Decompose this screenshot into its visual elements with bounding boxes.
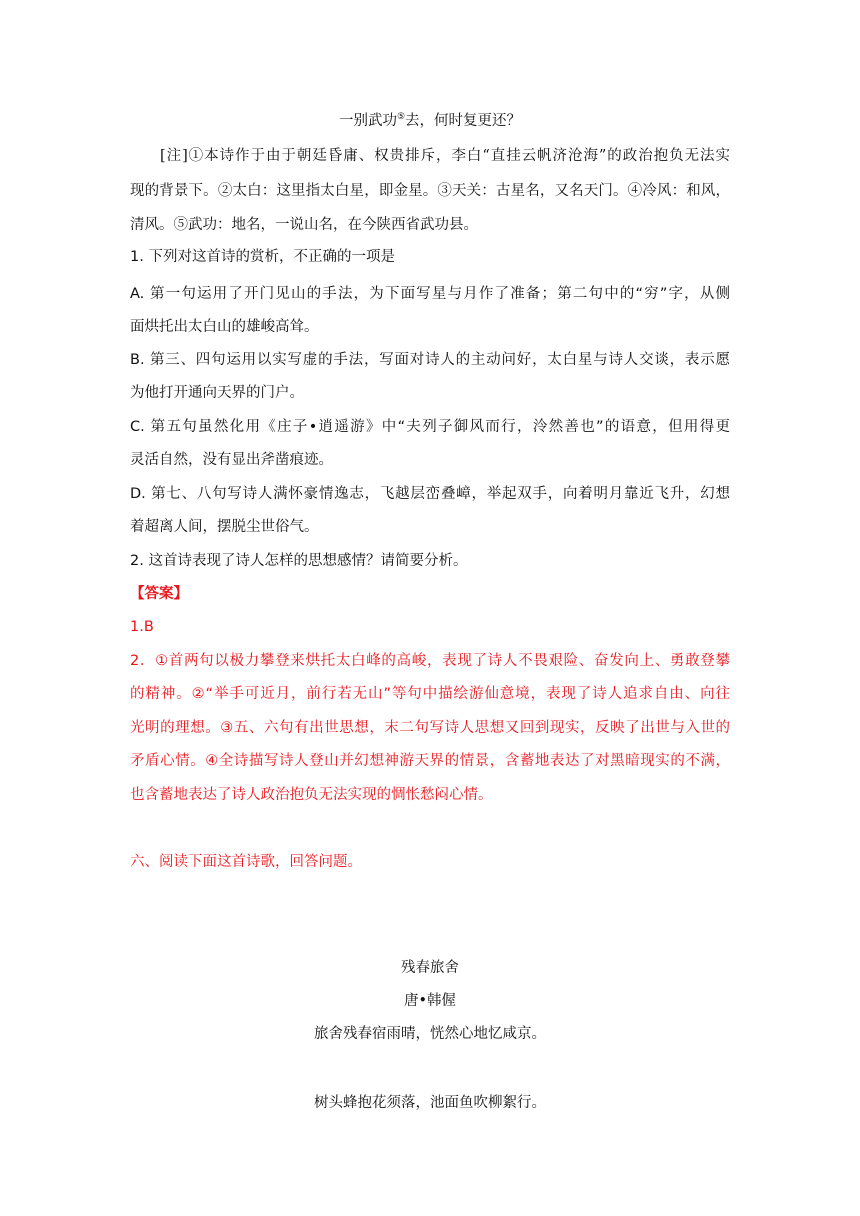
option-d-cont: 着超离人间，摆脱尘世俗气。 [130,519,319,535]
option-d: D. 第七、八句写诗人满怀豪情逸志，飞越层峦叠嶂，举起双手，向着明月靠近飞升，幻想 [130,486,730,502]
poem-line: 树头蜂抱花须落，池面鱼吹柳絮行。 [314,1095,546,1111]
option-b-cont: 为他打开通向天界的门户。 [130,385,304,401]
poem-line [130,111,730,131]
option-a-cont: 面烘托出太白山的雄峻高耸。 [130,319,319,335]
poem-text: 一别武功 [338,113,397,129]
notes-line: [注]①本诗作于由于朝廷昏庸、权贵排斥，李白“直挂云帆济沧海”的政治抱负无法实 [160,148,730,164]
answer-header: 【答案】 [130,586,188,602]
answer-2-line: 矛盾心情。④全诗描写诗人登山并幻想神游天界的情景，含蓄地表达了对黑暗现实的不满， [130,753,730,769]
option-c-cont: 灵活自然，没有显出斧凿痕迹。 [130,452,333,468]
answer-1: 1.B [130,619,154,635]
option-b: B. 第三、四句运用以实写虚的手法，写面对诗人的主动问好，太白星与诗人交谈，表示愿 [130,352,730,368]
option-a: A. 第一句运用了开门见山的手法，为下面写星与月作了准备；第二句中的“穷”字，从侧 [130,286,730,302]
poem-text: 去，何时复更还？ [405,113,522,129]
option-c: C. 第五句虽然化用《庄子•逍遥游》中“夫列子御风而行，泠然善也”的语意，但用得更 [130,419,730,435]
section-6-heading: 六、阅读下面这首诗歌，回答问题。 [130,854,362,870]
answer-2-line: 的精神。②“举手可近月，前行若无山”等句中描绘游仙意境，表现了诗人追求自由、向往 [130,686,730,702]
question-2-stem: 2. 这首诗表现了诗人怎样的思想感情？请简要分析。 [130,553,468,569]
poem-line: 旅舍残春宿雨晴，恍然心地忆咸京。 [314,1026,546,1042]
poem-title: 残春旅舍 [401,960,459,976]
answer-2-line: 也含蓄地表达了诗人政治抱负无法实现的惆怅愁闷心情。 [130,787,493,803]
answer-2-line: 2．①首两句以极力攀登来烘托太白峰的高峻，表现了诗人不畏艰险、奋发向上、勇敢登攀 [130,653,730,669]
notes-line: 现的背景下。②太白：这里指太白星，即金星。③天关：古星名，又名天门。④冷风：和风， [130,183,730,199]
answer-2-line: 光明的理想。③五、六句有出世思想，末二句写诗人思想又回到现实，反映了出世与入世的 [130,720,730,736]
footnote-marker: ⑤ [396,112,406,123]
poem-author: 唐•韩偓 [403,993,457,1009]
question-1-stem: 1. 下列对这首诗的赏析，不正确的一项是 [130,249,395,265]
notes-line: 清风。⑤武功：地名，一说山名，在今陕西省武功县。 [130,217,478,233]
